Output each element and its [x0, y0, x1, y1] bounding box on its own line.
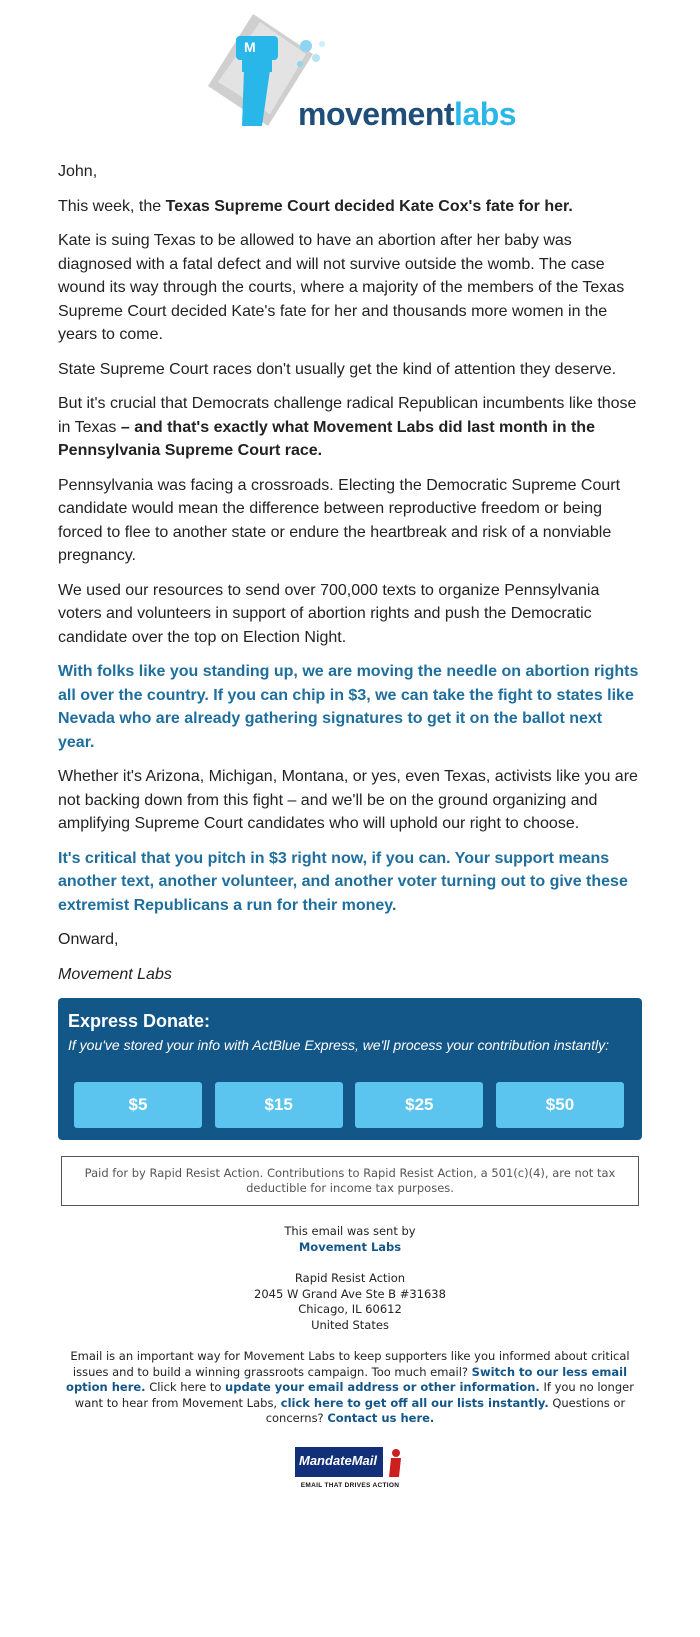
svg-text:M: M: [244, 39, 256, 55]
donate-25-button[interactable]: $25: [355, 1082, 483, 1128]
paragraph-6: We used our resources to send over 700,000 texts to organize Pennsylvania voters and volunteers in support of abortion rights and push the Democratic candidate over the top on Election Night.: [58, 581, 600, 646]
logo-text-movement: movement: [298, 96, 455, 132]
signature: Movement Labs: [58, 965, 172, 983]
paragraph-1-bold: Texas Supreme Court decided Kate Cox's fate for her.: [165, 197, 573, 215]
paragraph-4: [58, 392, 642, 463]
less-email-link[interactable]: Switch to our less email option here.: [66, 1364, 628, 1394]
paragraph-3: State Supreme Court races don't usually get the kind of attention they deserve.: [58, 360, 617, 378]
donate-5-button[interactable]: $5: [74, 1082, 202, 1128]
paragraph-5: Pennsylvania was facing a crossroads. Electing the Democratic Supreme Court candidate would mean the difference between reproductive freedom or being forced to flee to another state or endure the heartbreak and risk of a nonviable pregnancy.: [58, 476, 621, 564]
address-line-4: United States: [311, 1317, 389, 1332]
donate-50-button[interactable]: $50: [496, 1082, 624, 1128]
legal-text-4: Questions or concerns?: [265, 1395, 626, 1425]
paragraph-1: [58, 195, 642, 219]
mandatemail-name: MandateMail: [299, 1452, 378, 1468]
update-info-link[interactable]: update your email address or other information.: [225, 1380, 540, 1394]
logo-wordmark: [298, 96, 516, 133]
greeting: John,: [58, 163, 98, 180]
mandatemail-logo[interactable]: [295, 1447, 405, 1487]
address-line-3: Chicago, IL 60612: [298, 1302, 402, 1316]
donate-button-row: [68, 1082, 630, 1134]
mandatemail-figure-icon: [383, 1447, 405, 1477]
paragraph-7-appeal[interactable]: With folks like you standing up, we are moving the needle on abortion rights all over the country. If you can chip in $3, we can take the fight to states like Nevada who are already gathering signatures to get it on the ballot next year.: [58, 663, 639, 751]
paragraph-1-text: This week, the: [58, 197, 166, 215]
email-container: [58, 0, 642, 1487]
movement-labs-logo[interactable]: [58, 0, 642, 150]
footer: [58, 1224, 642, 1487]
legal-text: [58, 1349, 642, 1427]
paragraph-2: Kate is suing Texas to be allowed to have an abortion after her baby was diagnosed with a fatal defect and will not survive outside the womb. The case wound its way through the courts, where a majority of the members of the Texas Supreme Court decided Kate's fate for her and thousands more women in the years to come.: [58, 232, 625, 343]
paragraph-8: Whether it's Arizona, Michigan, Montana, or yes, even Texas, activists like you are not backing down from this fight – and we'll be on the ground organizing and amplifying Supreme Court candidates who will uphold our right to choose.: [58, 768, 638, 832]
express-donate-box: [58, 998, 642, 1140]
logo-text-labs: labs: [454, 96, 517, 132]
legal-text-3: If you no longer want to hear from Movement Labs,: [74, 1380, 634, 1410]
paragraph-4-bold: – and that's exactly what Movement Labs did last month in the Pennsylvania Supreme Court race.: [58, 418, 595, 459]
address-line-2: 2045 W Grand Ave Ste B #31638: [254, 1286, 446, 1301]
legal-text-1: Email is an important way for Movement Labs to keep supporters like you informed about critical issues and to build a winning grassroots campaign. Too much email?: [70, 1349, 630, 1379]
mailing-address: [58, 1271, 642, 1333]
legal-text-2: Click here to: [145, 1380, 226, 1394]
paragraph-9-appeal[interactable]: It's critical that you pitch in $3 right now, if you can. Your support means another text, another volunteer, and another voter turning out to give these extremist Republicans a run for their money.: [58, 849, 628, 914]
address-line-1: Rapid Resist Action: [294, 1271, 406, 1285]
sender-link[interactable]: Movement Labs: [298, 1239, 402, 1254]
donate-15-button[interactable]: $15: [215, 1082, 343, 1128]
paragraph-4-text: But it's crucial that Democrats challenge radical Republican incumbents like those in Texas: [58, 395, 637, 436]
unsubscribe-link[interactable]: click here to get off all our lists instantly.: [280, 1395, 549, 1410]
express-donate-title: Express Donate:: [68, 1011, 211, 1031]
closing: Onward,: [58, 931, 119, 948]
contact-us-link[interactable]: Contact us here.: [327, 1411, 435, 1425]
express-donate-subtitle: If you've stored your info with ActBlue Express, we'll process your contribution instantly:: [68, 1037, 609, 1053]
mandatemail-tagline: EMAIL THAT DRIVES ACTION: [300, 1481, 400, 1489]
sent-by: [58, 1224, 642, 1255]
paid-for-disclaimer: Paid for by Rapid Resist Action. Contributions to Rapid Resist Action, a 501(c)(4), are not tax deductible for income tax purposes.: [61, 1156, 639, 1206]
sent-by-text: This email was sent by: [284, 1224, 416, 1238]
